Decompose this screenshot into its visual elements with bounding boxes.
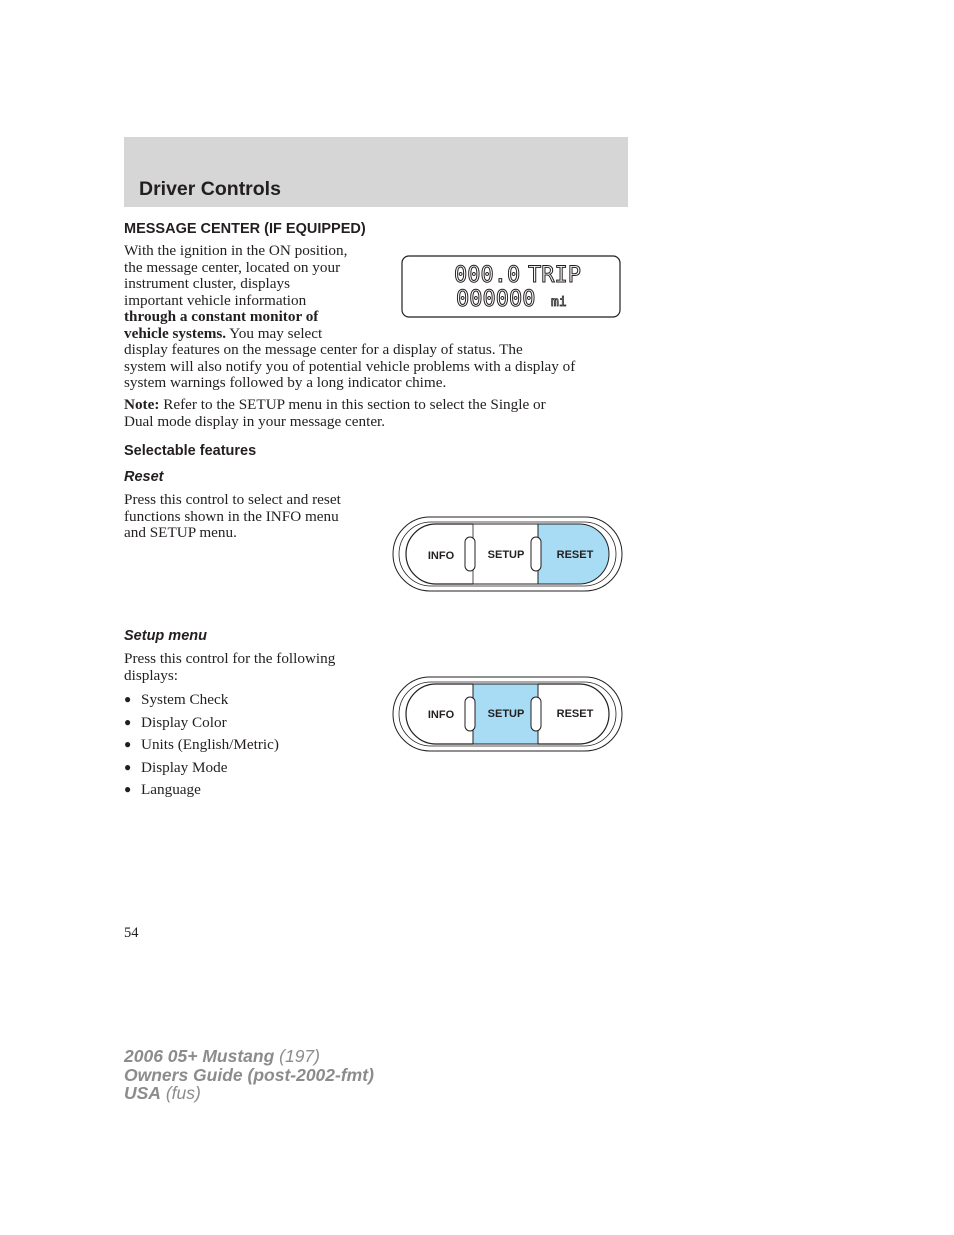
reset-heading: Reset <box>124 469 164 485</box>
message-center-heading: MESSAGE CENTER (IF EQUIPPED) <box>124 221 366 237</box>
setup-menu-heading: Setup menu <box>124 628 207 644</box>
intro-line: important vehicle information <box>124 291 307 309</box>
reset-description <box>124 492 341 542</box>
list-item: ● System Check <box>124 691 229 708</box>
odometer-unit: mi <box>551 295 567 310</box>
list-item-label: Language <box>141 781 201 798</box>
divider-capsule <box>465 697 475 731</box>
list-item-label: Display Color <box>141 713 227 731</box>
divider-capsule <box>465 537 475 571</box>
control-buttons-reset-illustration <box>391 515 624 594</box>
list-item-label: System Check <box>141 691 229 708</box>
footer-market: USA <box>124 1083 161 1103</box>
section-title: Driver Controls <box>139 178 281 200</box>
list-item-label: Display Mode <box>141 758 228 776</box>
list-item: ● Units (English/Metric) <box>124 736 279 753</box>
document-footer <box>124 1047 374 1103</box>
setup-line: displays: <box>124 666 179 684</box>
setup-button-label: SETUP <box>487 549 525 561</box>
setup-line: Press this control for the following <box>124 650 336 667</box>
list-item: ● Display Color <box>124 713 227 731</box>
note-text: Dual mode display in your message center. <box>124 412 386 430</box>
intro-line: the message center, located on your <box>124 258 341 276</box>
footer-model-code: (197) <box>274 1046 320 1066</box>
control-buttons-setup-illustration <box>391 675 624 754</box>
intro-line: instrument cluster, displays <box>124 275 291 292</box>
intro-bold-text: through a constant monitor of <box>124 308 319 325</box>
reset-button-label: RESET <box>556 549 594 561</box>
intro-line: system warnings followed by a long indicator chime. <box>124 374 447 391</box>
message-center-display-illustration <box>401 255 622 319</box>
note-paragraph <box>124 397 546 430</box>
trip-value: 000.0 <box>454 263 521 288</box>
intro-text: You may select <box>226 324 323 342</box>
note-label: Note: <box>124 396 160 413</box>
trip-label: TRIP <box>528 263 581 288</box>
footer-market-code: (fus) <box>160 1083 201 1103</box>
list-item: ● Language <box>124 781 201 798</box>
reset-line: functions shown in the INFO menu <box>124 507 339 525</box>
odometer-value: 000000 <box>456 287 536 312</box>
footer-model: 2006 05+ Mustang <box>124 1046 275 1066</box>
intro-line: display features on the message center for a display of status. The <box>124 341 523 358</box>
note-text: Refer to the SETUP menu in this section to select the Single or <box>159 396 546 413</box>
setup-menu-list <box>124 689 279 802</box>
list-item-label: Units (English/Metric) <box>141 736 279 753</box>
reset-line: and SETUP menu. <box>124 524 237 541</box>
setup-button-label: SETUP <box>487 708 525 720</box>
divider-capsule <box>531 697 541 731</box>
setup-menu-description <box>124 651 335 684</box>
intro-bold-text: vehicle systems. <box>124 324 227 342</box>
page-number: 54 <box>124 925 139 941</box>
info-button-label: INFO <box>427 550 455 562</box>
divider-capsule <box>531 537 541 571</box>
reset-line: Press this control to select and reset <box>124 491 341 508</box>
selectable-features-heading: Selectable features <box>124 443 257 459</box>
reset-button-label: RESET <box>556 708 594 720</box>
intro-line: system will also notify you of potential vehicle problems with a display of <box>124 357 576 375</box>
list-item: ● Display Mode <box>124 758 228 776</box>
intro-line: With the ignition in the ON position, <box>124 242 348 259</box>
footer-guide: Owners Guide (post-2002-fmt) <box>124 1064 374 1085</box>
info-button-label: INFO <box>427 709 455 721</box>
